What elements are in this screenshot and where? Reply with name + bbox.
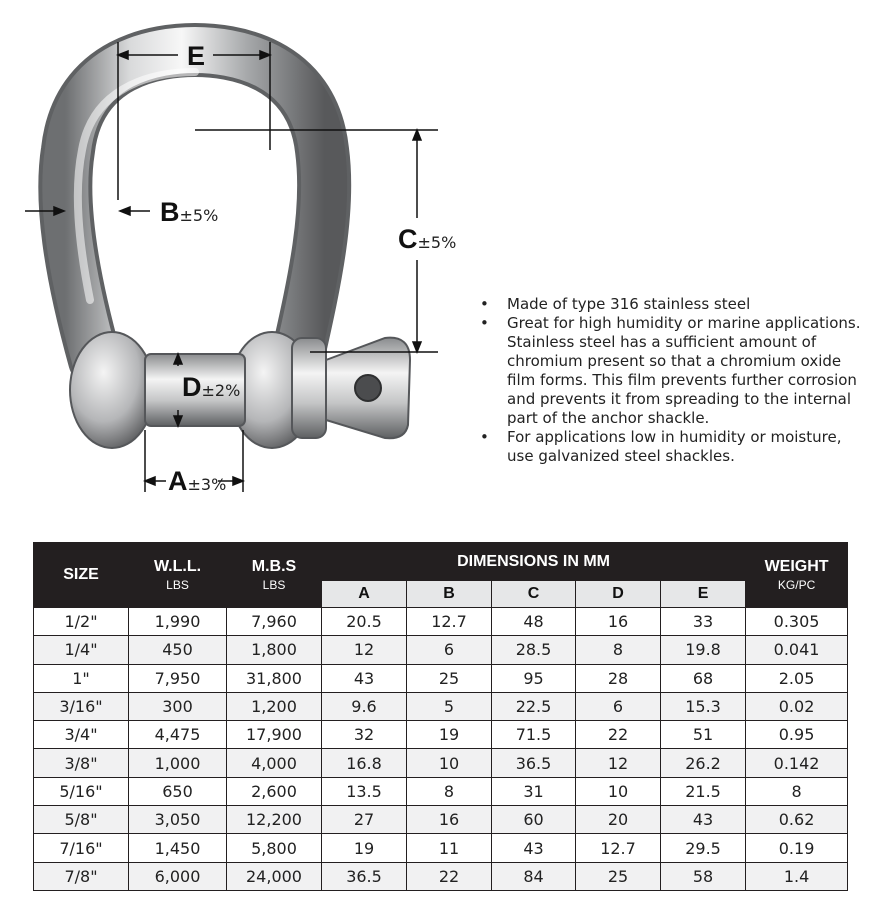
table-row bbox=[34, 777, 848, 805]
left-eye bbox=[70, 332, 154, 448]
cell-dim-a: 20.5 bbox=[322, 608, 407, 636]
cell-weight: 0.305 bbox=[746, 608, 848, 636]
cell-size: 7/16" bbox=[34, 834, 129, 862]
dim-a-label: A±3% bbox=[168, 466, 227, 496]
cell-weight: 0.142 bbox=[746, 749, 848, 777]
cell-dim-d: 8 bbox=[576, 636, 661, 664]
cell-mbs: 17,900 bbox=[227, 721, 322, 749]
cell-mbs: 1,200 bbox=[227, 692, 322, 720]
cell-mbs: 31,800 bbox=[227, 664, 322, 692]
table-row bbox=[34, 834, 848, 862]
cell-dim-e: 21.5 bbox=[661, 777, 746, 805]
shackle-diagram bbox=[0, 0, 470, 520]
dim-e-label: E bbox=[186, 41, 206, 71]
cell-mbs: 24,000 bbox=[227, 862, 322, 890]
cell-dim-b: 16 bbox=[407, 806, 492, 834]
cell-size: 1/2" bbox=[34, 608, 129, 636]
header-size: SIZE bbox=[34, 543, 129, 608]
pin-collar bbox=[292, 338, 326, 438]
table-row bbox=[34, 749, 848, 777]
cell-mbs: 12,200 bbox=[227, 806, 322, 834]
cell-dim-c: 60 bbox=[492, 806, 576, 834]
cell-mbs: 4,000 bbox=[227, 749, 322, 777]
table-row bbox=[34, 636, 848, 664]
cell-dim-b: 5 bbox=[407, 692, 492, 720]
table-row bbox=[34, 608, 848, 636]
cell-wll: 650 bbox=[129, 777, 227, 805]
feature-list bbox=[476, 295, 867, 466]
cell-size: 5/8" bbox=[34, 806, 129, 834]
cell-wll: 1,450 bbox=[129, 834, 227, 862]
cell-dim-c: 36.5 bbox=[492, 749, 576, 777]
cell-size: 7/8" bbox=[34, 862, 129, 890]
cell-dim-e: 33 bbox=[661, 608, 746, 636]
cell-mbs: 2,600 bbox=[227, 777, 322, 805]
cell-wll: 450 bbox=[129, 636, 227, 664]
cell-dim-b: 12.7 bbox=[407, 608, 492, 636]
table-row bbox=[34, 664, 848, 692]
dim-d-label: D±2% bbox=[182, 372, 241, 402]
cell-dim-a: 13.5 bbox=[322, 777, 407, 805]
cell-dim-d: 12 bbox=[576, 749, 661, 777]
shackle-bow bbox=[65, 50, 324, 360]
cell-dim-d: 12.7 bbox=[576, 834, 661, 862]
cell-wll: 3,050 bbox=[129, 806, 227, 834]
cell-weight: 8 bbox=[746, 777, 848, 805]
header-weight: WEIGHT KG/PC bbox=[746, 543, 848, 608]
spec-table bbox=[33, 542, 848, 891]
cell-dim-e: 19.8 bbox=[661, 636, 746, 664]
pin-head-hole bbox=[355, 375, 381, 401]
cell-dim-e: 15.3 bbox=[661, 692, 746, 720]
cell-weight: 0.041 bbox=[746, 636, 848, 664]
cell-dim-e: 68 bbox=[661, 664, 746, 692]
header-dim-c: C bbox=[492, 581, 576, 608]
cell-dim-c: 71.5 bbox=[492, 721, 576, 749]
header-mbs: M.B.S LBS bbox=[227, 543, 322, 608]
cell-dim-b: 22 bbox=[407, 862, 492, 890]
table-row bbox=[34, 692, 848, 720]
header-dim-e: E bbox=[661, 581, 746, 608]
cell-dim-b: 8 bbox=[407, 777, 492, 805]
cell-dim-a: 19 bbox=[322, 834, 407, 862]
cell-dim-e: 26.2 bbox=[661, 749, 746, 777]
cell-dim-a: 9.6 bbox=[322, 692, 407, 720]
cell-weight: 0.19 bbox=[746, 834, 848, 862]
cell-dim-a: 27 bbox=[322, 806, 407, 834]
cell-dim-a: 36.5 bbox=[322, 862, 407, 890]
cell-dim-a: 12 bbox=[322, 636, 407, 664]
cell-dim-e: 58 bbox=[661, 862, 746, 890]
header-dimensions: DIMENSIONS IN MM bbox=[322, 543, 746, 581]
cell-weight: 0.62 bbox=[746, 806, 848, 834]
dim-c-label: C±5% bbox=[398, 224, 457, 254]
cell-dim-c: 43 bbox=[492, 834, 576, 862]
feature-item: • For applications low in humidity or moisture, use galvanized steel shackles. bbox=[507, 428, 867, 466]
table-row bbox=[34, 862, 848, 890]
cell-size: 1" bbox=[34, 664, 129, 692]
cell-dim-a: 32 bbox=[322, 721, 407, 749]
cell-size: 3/16" bbox=[34, 692, 129, 720]
cell-dim-d: 28 bbox=[576, 664, 661, 692]
cell-dim-b: 10 bbox=[407, 749, 492, 777]
cell-wll: 4,475 bbox=[129, 721, 227, 749]
cell-size: 3/4" bbox=[34, 721, 129, 749]
spec-table-body bbox=[34, 608, 848, 891]
feature-item: • Made of type 316 stainless steel bbox=[507, 295, 867, 314]
dim-b-label: B±5% bbox=[160, 197, 219, 227]
cell-dim-c: 22.5 bbox=[492, 692, 576, 720]
cell-wll: 7,950 bbox=[129, 664, 227, 692]
cell-dim-d: 6 bbox=[576, 692, 661, 720]
header-wll: W.L.L. LBS bbox=[129, 543, 227, 608]
cell-weight: 0.02 bbox=[746, 692, 848, 720]
cell-dim-a: 16.8 bbox=[322, 749, 407, 777]
cell-size: 5/16" bbox=[34, 777, 129, 805]
cell-weight: 2.05 bbox=[746, 664, 848, 692]
cell-size: 1/4" bbox=[34, 636, 129, 664]
cell-dim-c: 28.5 bbox=[492, 636, 576, 664]
cell-mbs: 1,800 bbox=[227, 636, 322, 664]
cell-dim-b: 6 bbox=[407, 636, 492, 664]
cell-dim-c: 84 bbox=[492, 862, 576, 890]
cell-size: 3/8" bbox=[34, 749, 129, 777]
cell-dim-b: 19 bbox=[407, 721, 492, 749]
header-dim-d: D bbox=[576, 581, 661, 608]
cell-wll: 1,000 bbox=[129, 749, 227, 777]
feature-item: • Great for high humidity or marine applications. Stainless steel has a sufficient amount of chromium present so that a chromium oxide film forms. This film prevents further corrosion and prevents it from spreading to the internal part of the anchor shackle. bbox=[507, 314, 867, 428]
cell-dim-b: 11 bbox=[407, 834, 492, 862]
cell-dim-d: 22 bbox=[576, 721, 661, 749]
cell-wll: 6,000 bbox=[129, 862, 227, 890]
cell-dim-c: 48 bbox=[492, 608, 576, 636]
table-row bbox=[34, 806, 848, 834]
cell-dim-e: 43 bbox=[661, 806, 746, 834]
cell-weight: 0.95 bbox=[746, 721, 848, 749]
cell-dim-d: 16 bbox=[576, 608, 661, 636]
cell-wll: 1,990 bbox=[129, 608, 227, 636]
cell-mbs: 5,800 bbox=[227, 834, 322, 862]
cell-dim-c: 31 bbox=[492, 777, 576, 805]
cell-dim-b: 25 bbox=[407, 664, 492, 692]
cell-dim-d: 25 bbox=[576, 862, 661, 890]
cell-dim-d: 10 bbox=[576, 777, 661, 805]
cell-dim-a: 43 bbox=[322, 664, 407, 692]
table-row bbox=[34, 721, 848, 749]
header-dim-a: A bbox=[322, 581, 407, 608]
header-dim-b: B bbox=[407, 581, 492, 608]
cell-dim-d: 20 bbox=[576, 806, 661, 834]
cell-mbs: 7,960 bbox=[227, 608, 322, 636]
cell-dim-c: 95 bbox=[492, 664, 576, 692]
cell-dim-e: 51 bbox=[661, 721, 746, 749]
cell-dim-e: 29.5 bbox=[661, 834, 746, 862]
cell-weight: 1.4 bbox=[746, 862, 848, 890]
cell-wll: 300 bbox=[129, 692, 227, 720]
